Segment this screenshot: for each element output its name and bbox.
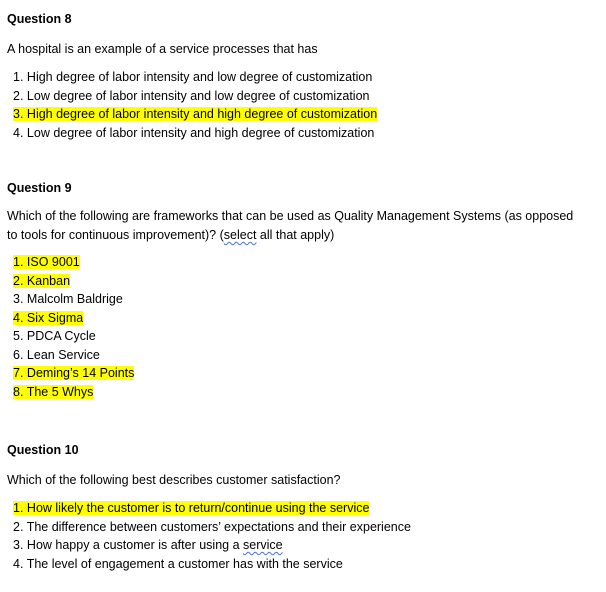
- option-label: High degree of labor intensity and high degree of customization: [26, 107, 378, 121]
- question-prompt: [7, 207, 599, 245]
- option-label: The level of engagement a customer has with the service: [26, 556, 343, 571]
- question-title: Question 10: [7, 443, 79, 457]
- highlighted-answer: [13, 311, 83, 325]
- option-3: [7, 105, 599, 124]
- option-label: Deming’s 14 Points: [26, 366, 135, 380]
- prompt-line-1: Which of the following are frameworks that can be used as Quality Management Systems (as opposed: [7, 209, 574, 223]
- option-text: 2.: [13, 519, 24, 534]
- highlighted-answer: [13, 366, 134, 380]
- option-label: The 5 Whys: [26, 384, 94, 399]
- option-5: [7, 327, 599, 346]
- option-3: [7, 290, 599, 309]
- question-prompt: Which of the following best describes customer satisfaction?: [7, 473, 341, 487]
- option-text: 2.: [13, 88, 24, 103]
- question-prompt: A hospital is an example of a service processes that has: [7, 42, 318, 56]
- option-text: 4.: [13, 125, 24, 140]
- highlighted-answer: [13, 107, 377, 121]
- option-label: Low degree of labor intensity and low degree of customization: [26, 88, 370, 103]
- option-4: [7, 555, 599, 574]
- question-9: [7, 181, 599, 401]
- option-label: Malcolm Baldrige: [26, 292, 123, 306]
- question-10: [7, 443, 599, 573]
- options-list: [7, 68, 599, 142]
- option-1: [7, 253, 599, 272]
- option-label: High degree of labor intensity and low degree of customization: [26, 70, 373, 84]
- option-label: How happy a customer is after using a: [26, 538, 243, 552]
- prompt-line-2-end: all that apply): [256, 228, 335, 242]
- option-label: Kanban: [26, 273, 71, 288]
- option-text: 1.: [13, 255, 24, 269]
- option-label: PDCA Cycle: [26, 329, 96, 343]
- question-8: [7, 12, 599, 142]
- option-label: ISO 9001: [26, 255, 80, 269]
- option-1: [7, 68, 599, 87]
- highlighted-answer: [13, 274, 70, 288]
- option-4: [7, 309, 599, 328]
- option-7: [7, 364, 599, 383]
- option-label: Six Sigma: [26, 310, 84, 325]
- option-text: 7.: [13, 366, 24, 380]
- option-4: [7, 124, 599, 143]
- question-title: Question 8: [7, 12, 72, 26]
- option-label: How likely the customer is to return/continue using the service: [26, 501, 370, 515]
- option-2: [7, 272, 599, 291]
- option-text: 6.: [13, 347, 24, 362]
- options-list: [7, 253, 599, 401]
- option-3: [7, 536, 599, 555]
- option-label: The difference between customers’ expectations and their experience: [26, 519, 411, 534]
- option-2: [7, 518, 599, 537]
- option-text: 1.: [13, 501, 24, 515]
- option-text: 3.: [13, 292, 24, 306]
- highlighted-answer: [13, 255, 80, 269]
- option-text: 1.: [13, 70, 24, 84]
- option-label: Lean Service: [26, 347, 100, 362]
- spellcheck-word: select: [223, 228, 257, 242]
- option-text: 5.: [13, 329, 24, 343]
- option-text: 3.: [13, 107, 24, 121]
- option-text: 4.: [13, 556, 24, 571]
- option-1: [7, 499, 599, 518]
- spellcheck-word: service: [243, 538, 283, 552]
- option-label: Low degree of labor intensity and high degree of customization: [26, 125, 375, 140]
- option-2: [7, 87, 599, 106]
- option-text: 8.: [13, 384, 24, 399]
- option-6: [7, 346, 599, 365]
- question-title: Question 9: [7, 181, 72, 195]
- option-text: 4.: [13, 310, 24, 325]
- options-list: [7, 499, 599, 573]
- option-8: [7, 383, 599, 402]
- highlighted-answer: [13, 385, 93, 399]
- option-text: 3.: [13, 538, 24, 552]
- highlighted-answer: [13, 501, 369, 515]
- prompt-line-2-start: to tools for continuous improvement)? (: [7, 228, 224, 242]
- option-text: 2.: [13, 273, 24, 288]
